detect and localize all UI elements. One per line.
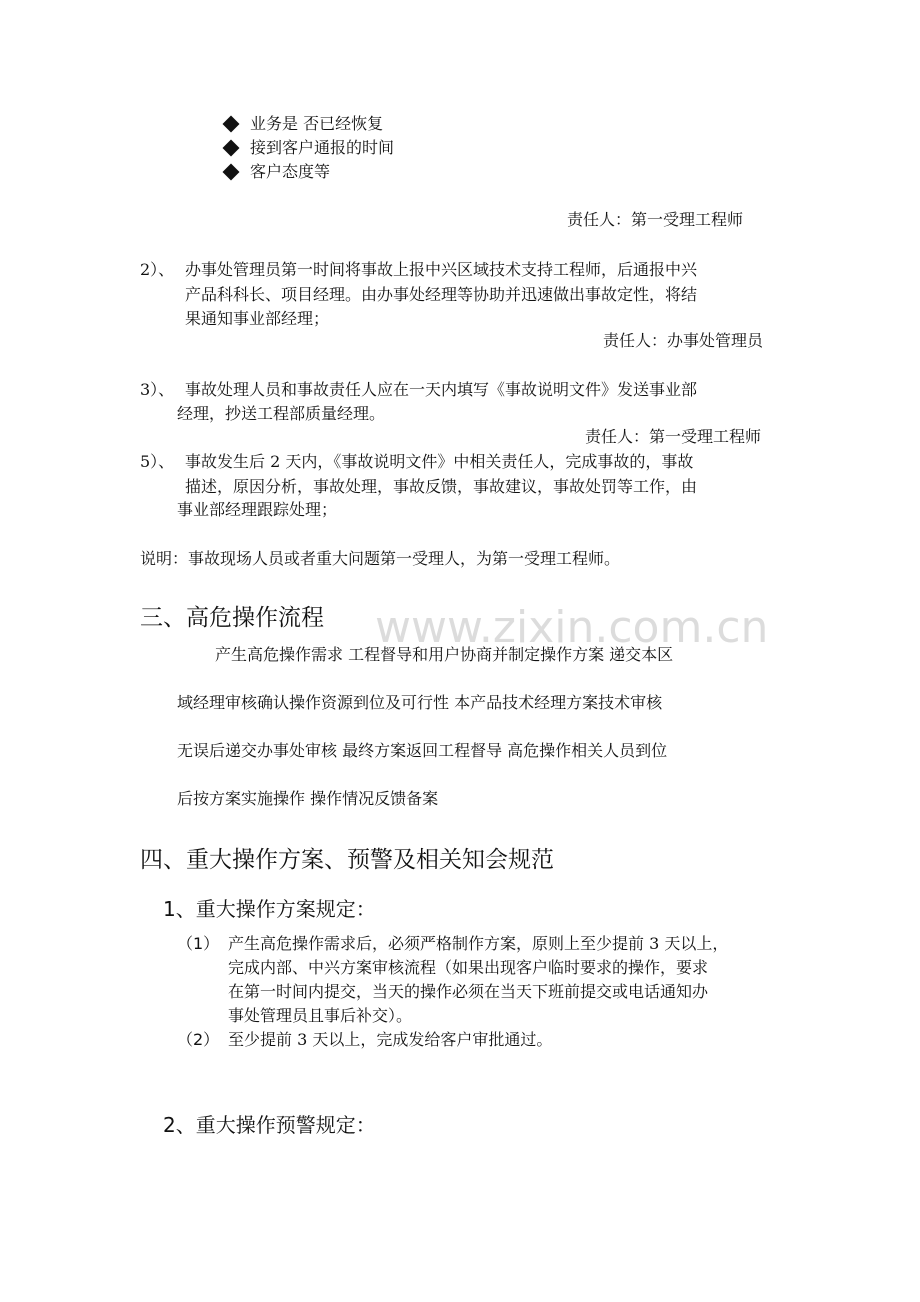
bullet-item: 接到客户通报的时间	[250, 138, 395, 157]
item-number: 5）、	[140, 452, 175, 471]
paragraph-line: 至少提前 3 天以上，完成发给客户审批通过。	[228, 1030, 553, 1049]
subsection-heading: 1、重大操作方案规定：	[163, 897, 376, 921]
section-heading: 四、重大操作方案、预警及相关知会规范	[140, 847, 554, 873]
diamond-bullet-icon	[223, 116, 240, 133]
section-heading: 三、高危操作流程	[140, 605, 324, 631]
responsible-person: 责任人：第一受理工程师	[585, 427, 762, 446]
process-line: 后按方案实施操作 操作情况反馈备案	[177, 789, 439, 808]
subsection-heading: 2、重大操作预警规定：	[163, 1113, 376, 1137]
bullet-item: 客户态度等	[250, 162, 331, 181]
paragraph-number: （2）	[177, 1030, 220, 1049]
item-line: 经理，抄送工程部质量经理。	[177, 404, 386, 423]
item-number: 2）、	[140, 260, 175, 279]
paragraph-number: （1）	[177, 934, 220, 953]
diamond-bullet-icon	[223, 140, 240, 157]
paragraph-line: 完成内部、中兴方案审核流程（如果出现客户临时要求的操作，要求	[228, 958, 709, 977]
item-line: 事故处理人员和事故责任人应在一天内填写《事故说明文件》发送事业部	[185, 380, 698, 399]
item-line: 产品科科长、项目经理。由办事处经理等协助并迅速做出事故定性，将结	[185, 285, 698, 304]
process-line: 域经理审核确认操作资源到位及可行性 本产品技术经理方案技术审核	[177, 693, 663, 712]
paragraph-line: 产生高危操作需求后，必须严格制作方案，原则上至少提前 3 天以上，	[228, 934, 729, 953]
process-line: 无误后递交办事处审核 最终方案返回工程督导 高危操作相关人员到位	[177, 741, 668, 760]
process-line: 产生高危操作需求 工程督导和用户协商并制定操作方案 递交本区	[215, 645, 674, 664]
responsible-person: 责任人：第一受理工程师	[567, 210, 744, 229]
item-line: 事故发生后 2 天内，《事故说明文件》中相关责任人，完成事故的，事故	[185, 452, 694, 471]
paragraph-line: 在第一时间内提交，当天的操作必须在当天下班前提交或电话通知办	[228, 982, 709, 1001]
item-line: 办事处管理员第一时间将事故上报中兴区域技术支持工程师，后通报中兴	[185, 260, 698, 279]
item-line: 果通知事业部经理；	[185, 309, 330, 328]
diamond-bullet-icon	[223, 164, 240, 181]
responsible-person: 责任人：办事处管理员	[603, 331, 764, 350]
note: 说明：事故现场人员或者重大问题第一受理人，为第一受理工程师。	[140, 549, 621, 568]
paragraph-line: 事处管理员且事后补交）。	[228, 1006, 413, 1025]
item-line: 事业部经理跟踪处理；	[177, 500, 338, 519]
item-number: 3）、	[140, 380, 175, 399]
bullet-item: 业务是 否已经恢复	[250, 114, 384, 133]
item-line: 描述，原因分析，事故处理，事故反馈，事故建议，事故处罚等工作，由	[185, 477, 698, 496]
watermark: www.zixin.com.cn	[375, 602, 769, 653]
